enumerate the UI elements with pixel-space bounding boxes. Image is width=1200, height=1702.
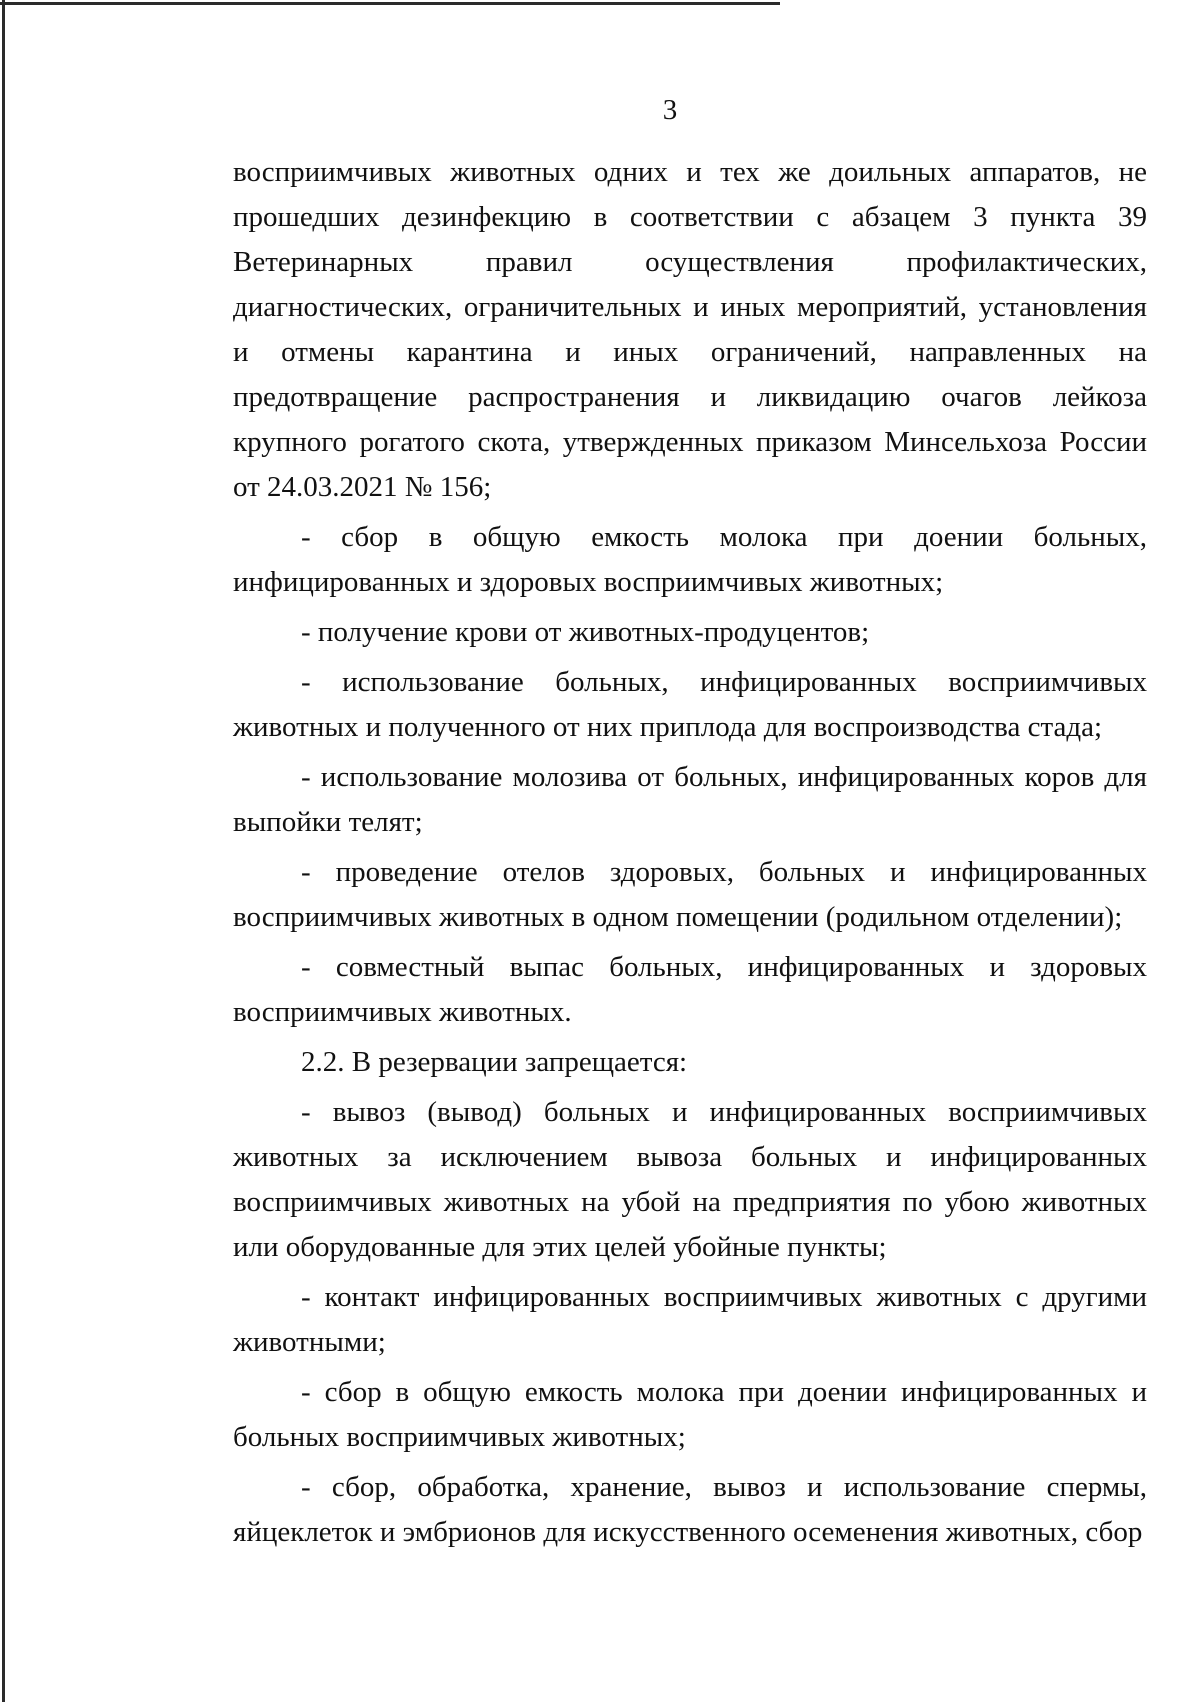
list-item-milk-collection-2: - сбор в общую емкость молока при доении инфицированных и больных восприимчивых животных; [233, 1376, 1147, 1453]
paragraph-continuation: восприимчивых животных одних и тех же доильных аппаратов, не прошедших дезинфекцию в соответствии с абзацем 3 пункта 39 Ветеринарных правил осуществления профилактических, диагностических, ограничительных и иных мероприятий, установления и отмены карантина и иных ограничений, направленных на предотвращение распространения и ликвидацию очагов лейкоза крупного рогатого скота, утвержденных приказом Минсельхоза России от 24.03.2021 № 156; [233, 156, 1147, 503]
list-item-colostrum-use: - использование молозива от больных, инфицированных коров для выпойки телят; [233, 761, 1147, 838]
list-item-milk-collection: - сбор в общую емкость молока при доении больных, инфицированных и здоровых восприимчивых животных; [233, 521, 1147, 598]
scan-border-top [0, 2, 780, 5]
section-heading-2-2: 2.2. В резервации запрещается: [301, 1046, 688, 1078]
list-item-calving: - проведение отелов здоровых, больных и инфицированных восприимчивых животных в одном помещении (родильном отделении); [233, 856, 1147, 933]
list-item-blood-collection: - получение крови от животных-продуцентов; [301, 616, 870, 648]
page-number: 3 [662, 94, 678, 126]
document-body [233, 150, 1147, 1555]
list-item-contact: - контакт инфицированных восприимчивых животных с другими животными; [233, 1281, 1147, 1358]
scan-border-left [2, 0, 5, 1702]
list-item-sperm-collection: - сбор, обработка, хранение, вывоз и использование спермы, яйцеклеток и эмбрионов для искусственного осеменения животных, сбор [233, 1471, 1147, 1548]
list-item-breeding-use: - использование больных, инфицированных восприимчивых животных и полученного от них приплода для воспроизводства стада; [233, 666, 1147, 743]
list-item-removal: - вывоз (вывод) больных и инфицированных восприимчивых животных за исключением вывоза больных и инфицированных восприимчивых животных на убой на предприятия по убою животных или оборудованные для этих целей убойные пункты; [233, 1096, 1147, 1263]
list-item-joint-grazing: - совместный выпас больных, инфицированных и здоровых восприимчивых животных. [233, 951, 1147, 1028]
